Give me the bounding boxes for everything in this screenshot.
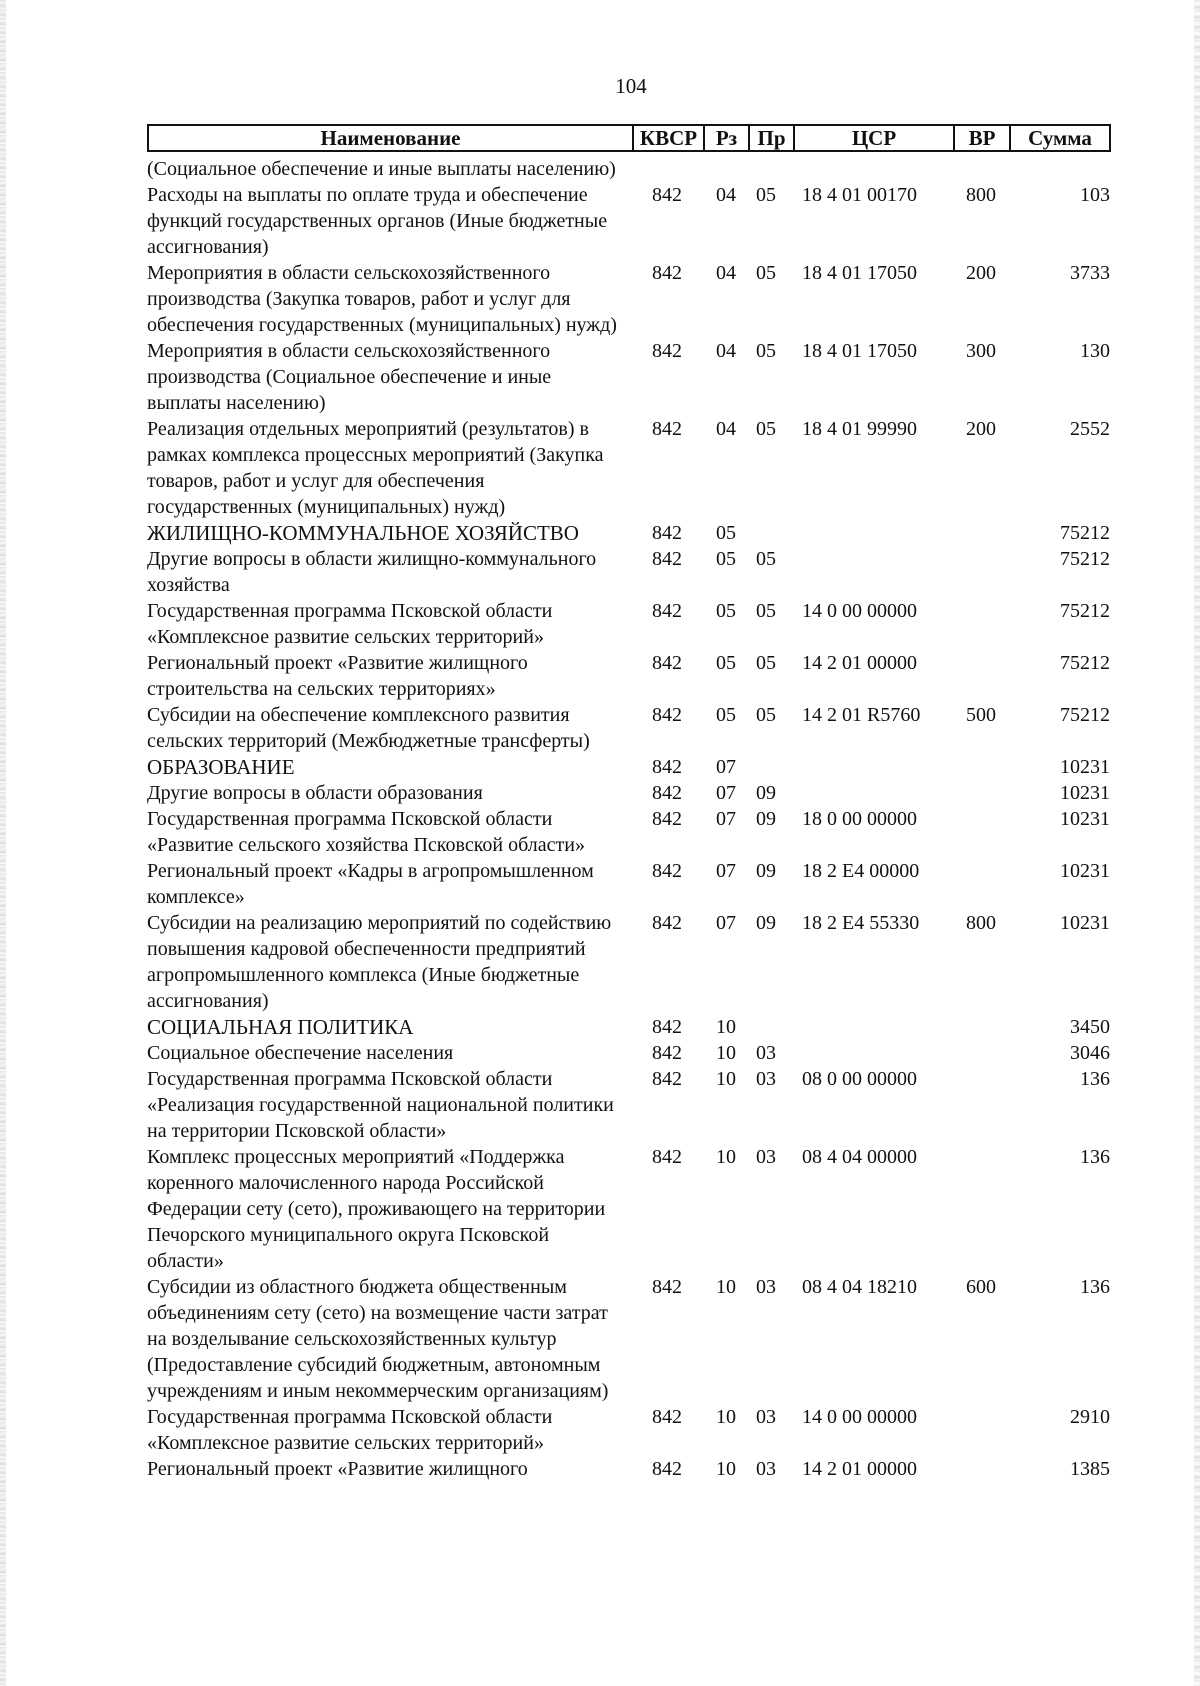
header-kvsr: КВСР <box>632 126 703 150</box>
cell-pr: 03 <box>756 1146 776 1168</box>
cell-pr: 03 <box>756 1068 776 1090</box>
cell-csr: 18 4 01 17050 <box>802 340 917 362</box>
cell-rz: 05 <box>716 600 736 622</box>
header-pr: Пр <box>748 126 793 150</box>
cell-kvsr: 842 <box>652 1016 682 1038</box>
cell-csr: 14 2 01 00000 <box>802 1458 917 1480</box>
cell-rz: 07 <box>716 756 736 778</box>
cell-sum: 10231 <box>1060 756 1110 778</box>
cell-rz: 07 <box>716 860 736 882</box>
cell-sum: 3046 <box>1070 1042 1110 1064</box>
cell-pr: 03 <box>756 1276 776 1298</box>
cell-csr: 14 2 01 R5760 <box>802 704 921 726</box>
cell-pr: 05 <box>756 652 776 674</box>
cell-name: СОЦИАЛЬНАЯ ПОЛИТИКА <box>147 1015 414 1039</box>
scan-edge-left <box>0 0 6 1686</box>
cell-name: Социальное обеспечение населения <box>147 1042 454 1064</box>
header-csr: ЦСР <box>793 126 953 150</box>
cell-sum: 75212 <box>1060 704 1110 726</box>
cell-kvsr: 842 <box>652 782 682 804</box>
cell-name: (Социальное обеспечение и иные выплаты населению) <box>147 158 616 180</box>
cell-rz: 07 <box>716 912 736 934</box>
cell-rz: 07 <box>716 782 736 804</box>
cell-kvsr: 842 <box>652 860 682 882</box>
cell-sum: 136 <box>1080 1146 1110 1168</box>
cell-rz: 04 <box>716 184 736 206</box>
cell-csr: 14 0 00 00000 <box>802 1406 917 1428</box>
cell-rz: 04 <box>716 340 736 362</box>
scan-edge-right <box>1194 0 1200 1686</box>
header-name: Наименование <box>320 126 461 150</box>
cell-csr: 18 4 01 00170 <box>802 184 917 206</box>
cell-sum: 2910 <box>1070 1406 1110 1428</box>
header-rz: Рз <box>703 126 748 150</box>
cell-name: Реализация отдельных мероприятий (результатов) в рамках комплекса процессных мероприятий (Закупка товаров, работ и услуг для обеспечения государственных (муниципальных) нужд) <box>147 418 604 518</box>
table-row <box>147 1066 1111 1144</box>
table-row <box>147 598 1111 650</box>
cell-rz: 10 <box>716 1016 736 1038</box>
table-row <box>147 416 1111 520</box>
table-row-section <box>147 1014 1111 1040</box>
cell-sum: 75212 <box>1060 652 1110 674</box>
cell-name: Расходы на выплаты по оплате труда и обеспечение функций государственных органов (Иные бюджетные ассигнования) <box>147 184 608 258</box>
cell-vr: 300 <box>966 340 996 362</box>
cell-pr: 05 <box>756 600 776 622</box>
cell-name: Комплекс процессных мероприятий «Поддержка коренного малочисленного народа Российской Федерации сету (сето), проживающего на территории Печорского муниципального округа Псковской области» <box>147 1146 606 1272</box>
cell-pr: 03 <box>756 1458 776 1480</box>
cell-rz: 05 <box>716 522 736 544</box>
cell-rz: 10 <box>716 1276 736 1298</box>
cell-csr: 08 4 04 18210 <box>802 1276 917 1298</box>
cell-rz: 05 <box>716 704 736 726</box>
cell-vr: 500 <box>966 704 996 726</box>
cell-sum: 3733 <box>1070 262 1110 284</box>
cell-name: Государственная программа Псковской области «Развитие сельского хозяйства Псковской области» <box>147 808 585 856</box>
cell-vr: 800 <box>966 184 996 206</box>
cell-kvsr: 842 <box>652 1458 682 1480</box>
cell-pr: 05 <box>756 262 776 284</box>
cell-sum: 103 <box>1080 184 1110 206</box>
cell-csr: 18 2 Е4 55330 <box>802 912 920 934</box>
cell-kvsr: 842 <box>652 652 682 674</box>
cell-rz: 05 <box>716 652 736 674</box>
cell-rz: 04 <box>716 418 736 440</box>
cell-kvsr: 842 <box>652 340 682 362</box>
cell-name: Другие вопросы в области образования <box>147 782 483 804</box>
table-row <box>147 1456 1111 1482</box>
cell-kvsr: 842 <box>652 522 682 544</box>
cell-csr: 08 0 00 00000 <box>802 1068 917 1090</box>
page-number: 104 <box>615 74 647 98</box>
cell-sum: 75212 <box>1060 522 1110 544</box>
cell-sum: 75212 <box>1060 548 1110 570</box>
cell-sum: 2552 <box>1070 418 1110 440</box>
cell-name: Мероприятия в области сельскохозяйственного производства (Закупка товаров, работ и услуг для обеспечения государственных (муниципальных) нужд) <box>147 262 617 336</box>
cell-sum: 75212 <box>1060 600 1110 622</box>
cell-sum: 136 <box>1080 1068 1110 1090</box>
cell-pr: 05 <box>756 184 776 206</box>
table-row <box>147 156 1111 182</box>
cell-name: Субсидии на реализацию мероприятий по содействию повышения кадровой обеспеченности предприятий агропромышленного комплекса (Иные бюджетные ассигнования) <box>147 912 612 1012</box>
table-row <box>147 1040 1111 1066</box>
cell-vr: 800 <box>966 912 996 934</box>
cell-name: Мероприятия в области сельскохозяйственного производства (Социальное обеспечение и иные выплаты населению) <box>147 340 552 414</box>
cell-rz: 05 <box>716 548 736 570</box>
cell-kvsr: 842 <box>652 1146 682 1168</box>
cell-rz: 10 <box>716 1406 736 1428</box>
cell-pr: 05 <box>756 548 776 570</box>
cell-pr: 03 <box>756 1406 776 1428</box>
table-row <box>147 1144 1111 1274</box>
cell-name: ОБРАЗОВАНИЕ <box>147 755 295 779</box>
cell-pr: 05 <box>756 704 776 726</box>
cell-name: Государственная программа Псковской области «Комплексное развитие сельских территорий» <box>147 600 553 648</box>
cell-pr: 09 <box>756 912 776 934</box>
cell-rz: 10 <box>716 1458 736 1480</box>
table-header <box>147 124 1111 152</box>
cell-sum: 10231 <box>1060 860 1110 882</box>
cell-rz: 10 <box>716 1068 736 1090</box>
table-row <box>147 650 1111 702</box>
cell-rz: 07 <box>716 808 736 830</box>
table-row <box>147 780 1111 806</box>
cell-sum: 130 <box>1080 340 1110 362</box>
cell-kvsr: 842 <box>652 756 682 778</box>
cell-sum: 136 <box>1080 1276 1110 1298</box>
cell-pr: 09 <box>756 860 776 882</box>
cell-kvsr: 842 <box>652 418 682 440</box>
cell-name: Субсидии на обеспечение комплексного развития сельских территорий (Межбюджетные трансферты) <box>147 704 590 752</box>
cell-rz: 10 <box>716 1146 736 1168</box>
table-row <box>147 1404 1111 1456</box>
table-body <box>147 156 1111 1482</box>
cell-sum: 10231 <box>1060 912 1110 934</box>
cell-name: Государственная программа Псковской области «Комплексное развитие сельских территорий» <box>147 1406 553 1454</box>
cell-name: Региональный проект «Развитие жилищного <box>147 1458 528 1480</box>
table-row <box>147 260 1111 338</box>
table-row <box>147 910 1111 1014</box>
cell-name: Другие вопросы в области жилищно-коммунального хозяйства <box>147 548 597 596</box>
cell-kvsr: 842 <box>652 262 682 284</box>
cell-name: ЖИЛИЩНО-КОММУНАЛЬНОЕ ХОЗЯЙСТВО <box>147 521 579 545</box>
table-row <box>147 702 1111 754</box>
cell-kvsr: 842 <box>652 600 682 622</box>
header-vr: ВР <box>953 126 1009 150</box>
cell-rz: 04 <box>716 262 736 284</box>
cell-name: Региональный проект «Развитие жилищного строительства на сельских территориях» <box>147 652 528 700</box>
table-row <box>147 806 1111 858</box>
cell-sum: 10231 <box>1060 782 1110 804</box>
cell-csr: 18 2 Е4 00000 <box>802 860 920 882</box>
cell-kvsr: 842 <box>652 704 682 726</box>
cell-kvsr: 842 <box>652 912 682 934</box>
cell-csr: 18 4 01 99990 <box>802 418 917 440</box>
cell-name: Субсидии из областного бюджета общественным объединениям сету (сето) на возмещение части затрат на возделывание сельскохозяйственных культур (Предоставление субсидий бюджетным, автономным учреждениям и иным некоммерческим организациям) <box>147 1276 609 1402</box>
cell-vr: 600 <box>966 1276 996 1298</box>
cell-kvsr: 842 <box>652 1276 682 1298</box>
cell-sum: 3450 <box>1070 1016 1110 1038</box>
cell-pr: 09 <box>756 808 776 830</box>
cell-kvsr: 842 <box>652 808 682 830</box>
table-row <box>147 858 1111 910</box>
cell-name: Региональный проект «Кадры в агропромышленном комплексе» <box>147 860 594 908</box>
cell-csr: 14 0 00 00000 <box>802 600 917 622</box>
table-row <box>147 546 1111 598</box>
cell-pr: 05 <box>756 340 776 362</box>
cell-csr: 18 0 00 00000 <box>802 808 917 830</box>
cell-csr: 18 4 01 17050 <box>802 262 917 284</box>
cell-vr: 200 <box>966 418 996 440</box>
cell-sum: 10231 <box>1060 808 1110 830</box>
cell-pr: 03 <box>756 1042 776 1064</box>
cell-sum: 1385 <box>1070 1458 1110 1480</box>
cell-kvsr: 842 <box>652 548 682 570</box>
cell-kvsr: 842 <box>652 1406 682 1428</box>
cell-vr: 200 <box>966 262 996 284</box>
cell-kvsr: 842 <box>652 184 682 206</box>
cell-pr: 05 <box>756 418 776 440</box>
cell-kvsr: 842 <box>652 1068 682 1090</box>
cell-csr: 14 2 01 00000 <box>802 652 917 674</box>
table-row-section <box>147 520 1111 546</box>
table-row <box>147 338 1111 416</box>
table-row-section <box>147 754 1111 780</box>
table-row <box>147 1274 1111 1404</box>
cell-rz: 10 <box>716 1042 736 1064</box>
table-row <box>147 182 1111 260</box>
cell-csr: 08 4 04 00000 <box>802 1146 917 1168</box>
cell-name: Государственная программа Псковской области «Реализация государственной национальной политики на территории Псковской области» <box>147 1068 614 1142</box>
header-sum: Сумма <box>1009 126 1109 150</box>
cell-pr: 09 <box>756 782 776 804</box>
cell-kvsr: 842 <box>652 1042 682 1064</box>
